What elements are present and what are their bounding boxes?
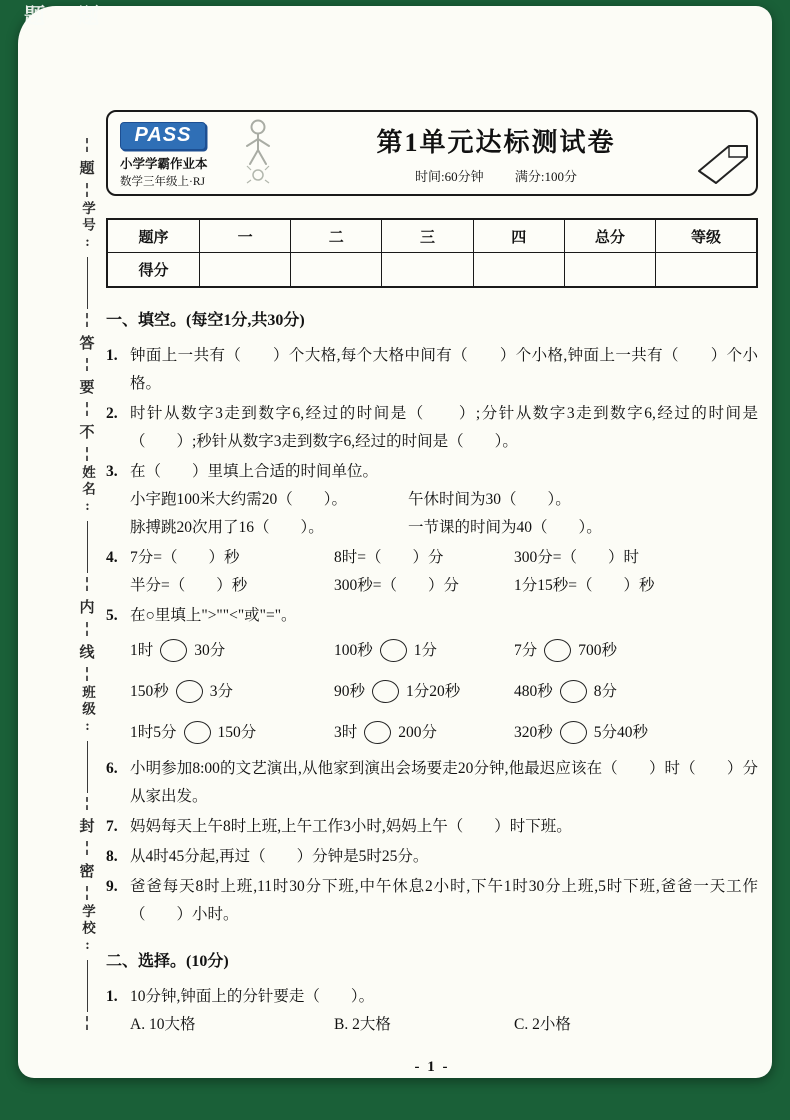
comparison-right: 700秒 xyxy=(578,641,618,659)
comparison-circle xyxy=(364,721,391,744)
comparison-right: 8分 xyxy=(593,682,618,700)
question-text: 10分钟,钟面上的分针要走（ ）。 xyxy=(130,988,375,1005)
question-4-row xyxy=(130,544,758,572)
question-4-row xyxy=(130,572,758,600)
dashed-line-segment xyxy=(86,841,88,855)
score-input-cell xyxy=(382,253,473,286)
question-text: 在○里填上">""<"或"="。 xyxy=(130,607,297,624)
question-text: 从4时45分起,再过（ ）分钟是5时25分。 xyxy=(130,848,429,865)
comparison-item xyxy=(130,719,334,747)
comparison-item xyxy=(334,719,514,747)
section-1-title: 一、填空。(每空1分,共30分) xyxy=(106,312,305,329)
option-c: C. 2小格 xyxy=(514,1016,571,1033)
question-text: 8时=（ ）分 xyxy=(334,549,444,566)
question-3-row xyxy=(130,486,758,514)
comparison-left: 1时 xyxy=(130,641,154,659)
question-text: 300分=（ ）时 xyxy=(514,549,639,566)
title-block xyxy=(278,122,744,185)
dashed-line-segment xyxy=(86,138,88,152)
score-input-cell xyxy=(474,253,565,286)
comparison-right: 3分 xyxy=(209,682,234,700)
school-field xyxy=(77,904,97,1012)
question-5 xyxy=(106,602,758,753)
score-table-header-cell: 等级 xyxy=(656,220,756,253)
time-limit-label: 时间:60分钟 xyxy=(415,168,484,184)
seal-char: 内 xyxy=(79,599,95,616)
comparison-circle xyxy=(544,639,571,662)
section-2-title: 二、选择。(10分) xyxy=(106,953,229,970)
question-6 xyxy=(106,755,758,811)
dashed-line-segment xyxy=(86,622,88,636)
question-text: 午休时间为30（ ）。 xyxy=(408,491,571,508)
header-box xyxy=(106,110,758,196)
fold-corner-decoration xyxy=(696,142,750,191)
question-text: 半分=（ ）秒 xyxy=(130,577,248,594)
seal-char: 线 xyxy=(79,644,95,661)
scan-artifact: 题 题 xyxy=(24,4,114,28)
comparison-item xyxy=(514,637,617,665)
student-id-field xyxy=(77,201,97,309)
seal-char: 答 xyxy=(79,335,95,352)
score-input-cell xyxy=(291,253,382,286)
dashed-line-segment xyxy=(86,183,88,197)
question-text: 小宇跑100米大约需20（ ）。 xyxy=(130,491,348,508)
comparison-item xyxy=(514,678,617,706)
comparison-left: 1时5分 xyxy=(130,723,177,741)
comparison-circle xyxy=(380,639,407,662)
question-5-row xyxy=(130,630,758,671)
page-number: - 1 - xyxy=(414,1059,450,1075)
question-number: 7. xyxy=(106,818,118,835)
comparison-circle xyxy=(372,680,399,703)
full-score-label: 满分:100分 xyxy=(514,168,577,184)
question-number: 1. xyxy=(106,988,118,1005)
comparison-left: 100秒 xyxy=(334,641,373,659)
question-7 xyxy=(106,813,758,841)
comparison-right: 5分40秒 xyxy=(593,723,649,741)
comparison-item xyxy=(130,678,334,706)
question-number: 3. xyxy=(106,463,118,480)
score-table-header-cell: 题序 xyxy=(108,220,200,253)
class-field xyxy=(77,685,97,793)
question-text: 7分=（ ）秒 xyxy=(130,549,240,566)
dashed-line-segment xyxy=(86,1016,88,1030)
comparison-circle xyxy=(160,639,187,662)
comparison-item xyxy=(334,637,514,665)
name-label: 姓名: xyxy=(80,465,95,517)
score-table-header-cell: 三 xyxy=(382,220,473,253)
question-1 xyxy=(106,342,758,398)
question-number: 8. xyxy=(106,848,118,865)
comparison-right: 1分 xyxy=(413,641,438,659)
class-blank xyxy=(87,741,88,793)
comparison-item xyxy=(334,678,514,706)
options-row xyxy=(130,1011,758,1039)
seal-char: 不 xyxy=(79,425,95,442)
question-5-row xyxy=(130,712,758,753)
seal-char: 封 xyxy=(79,819,95,836)
score-table-header-cell: 二 xyxy=(291,220,382,253)
comparison-left: 150秒 xyxy=(130,682,169,700)
test-info xyxy=(401,166,591,185)
comparison-circle xyxy=(184,721,211,744)
comparison-right: 200分 xyxy=(398,723,438,741)
name-field xyxy=(77,465,97,573)
question-text: 300秒=（ ）分 xyxy=(334,577,459,594)
test-paper xyxy=(18,6,772,1078)
dashed-line-segment xyxy=(86,797,88,811)
seal-char: 密 xyxy=(79,864,95,881)
question-text: 一节课的时间为40（ ）。 xyxy=(408,519,602,536)
publisher-block xyxy=(120,118,242,189)
question-3 xyxy=(106,458,758,542)
question-text: 脉搏跳20次用了16（ ）。 xyxy=(130,519,324,536)
seal-char: 要 xyxy=(79,380,95,397)
question-5-row xyxy=(130,671,758,712)
comparison-right: 1分20秒 xyxy=(406,682,461,700)
question-number: 2. xyxy=(106,405,118,422)
comparison-circle xyxy=(176,680,203,703)
dashed-line-segment xyxy=(86,402,88,416)
name-blank xyxy=(87,521,88,573)
question-number: 4. xyxy=(106,549,118,566)
mascot-icon xyxy=(242,118,274,189)
page-title: 第1单元达标测试卷 xyxy=(376,127,616,157)
comparison-circle xyxy=(560,680,587,703)
question-number: 5. xyxy=(106,607,118,624)
dashed-line-segment xyxy=(86,358,88,372)
question-text: 小明参加8:00的文艺演出,从他家到演出会场要走20分钟,他最迟应该在（ ）时（ ）分从家出发。 xyxy=(130,760,758,805)
seal-line xyxy=(70,138,104,1030)
question-text: 在（ ）里填上合适的时间单位。 xyxy=(130,463,379,480)
score-table-header-cell: 总分 xyxy=(565,220,656,253)
question-number: 1. xyxy=(106,347,118,364)
question-8 xyxy=(106,843,758,871)
score-table xyxy=(106,218,758,288)
score-table-header-cell: 四 xyxy=(474,220,565,253)
section-2-question-1 xyxy=(106,983,758,1039)
score-input-cell xyxy=(200,253,291,286)
question-text: 1分15秒=（ ）秒 xyxy=(514,577,655,594)
dashed-line-segment xyxy=(86,886,88,900)
question-number: 9. xyxy=(106,878,118,895)
option-b: B. 2大格 xyxy=(334,1016,391,1033)
school-label: 学校: xyxy=(80,904,95,956)
question-text: 妈妈每天上午8时上班,上午工作3小时,妈妈上午（ ）时下班。 xyxy=(130,818,572,835)
score-table-header-cell: 一 xyxy=(200,220,291,253)
comparison-left: 320秒 xyxy=(514,723,553,741)
dashed-line-segment xyxy=(86,577,88,591)
question-number: 6. xyxy=(106,760,118,777)
comparison-left: 3时 xyxy=(334,723,358,741)
student-id-label: 学号: xyxy=(80,200,95,252)
comparison-item xyxy=(130,637,334,665)
dashed-line-segment xyxy=(86,667,88,681)
comparison-right: 30分 xyxy=(194,641,226,659)
edition-label: 数学三年级上·RJ xyxy=(120,175,205,188)
score-input-cell xyxy=(565,253,656,286)
pass-logo: PASS xyxy=(120,122,206,150)
comparison-left: 7分 xyxy=(514,641,538,659)
question-9 xyxy=(106,873,758,929)
score-input-cell xyxy=(656,253,756,286)
question-text: 爸爸每天8时上班,11时30分下班,中午休息2小时,下午1时30分上班,5时下班,爸爸一天工作（ ）小时。 xyxy=(130,878,758,923)
question-3-row xyxy=(130,514,758,542)
seal-char: 题 xyxy=(79,160,95,177)
question-text: 钟面上一共有（ ）个大格,每个大格中间有（ ）个小格,钟面上一共有（ ）个小格。 xyxy=(130,347,758,392)
test-body xyxy=(106,308,758,1081)
student-id-blank xyxy=(87,257,88,309)
question-2 xyxy=(106,400,758,456)
dashed-line-segment xyxy=(86,313,88,327)
class-label: 班级: xyxy=(80,684,95,736)
comparison-circle xyxy=(560,721,587,744)
comparison-item xyxy=(514,719,648,747)
series-title: 小学学霸作业本 xyxy=(120,156,208,171)
question-4 xyxy=(106,544,758,600)
question-text: 时针从数字3走到数字6,经过的时间是（ ）;分针从数字3走到数字6,经过的时间是（ ）;秒针从数字3走到数字6,经过的时间是（ ）。 xyxy=(130,405,758,450)
comparison-right: 150分 xyxy=(217,723,257,741)
comparison-left: 90秒 xyxy=(334,682,366,700)
option-a: A. 10大格 xyxy=(130,1016,196,1033)
comparison-left: 480秒 xyxy=(514,682,553,700)
score-row-label: 得分 xyxy=(108,253,200,286)
school-blank xyxy=(87,960,88,1012)
dashed-line-segment xyxy=(86,447,88,461)
